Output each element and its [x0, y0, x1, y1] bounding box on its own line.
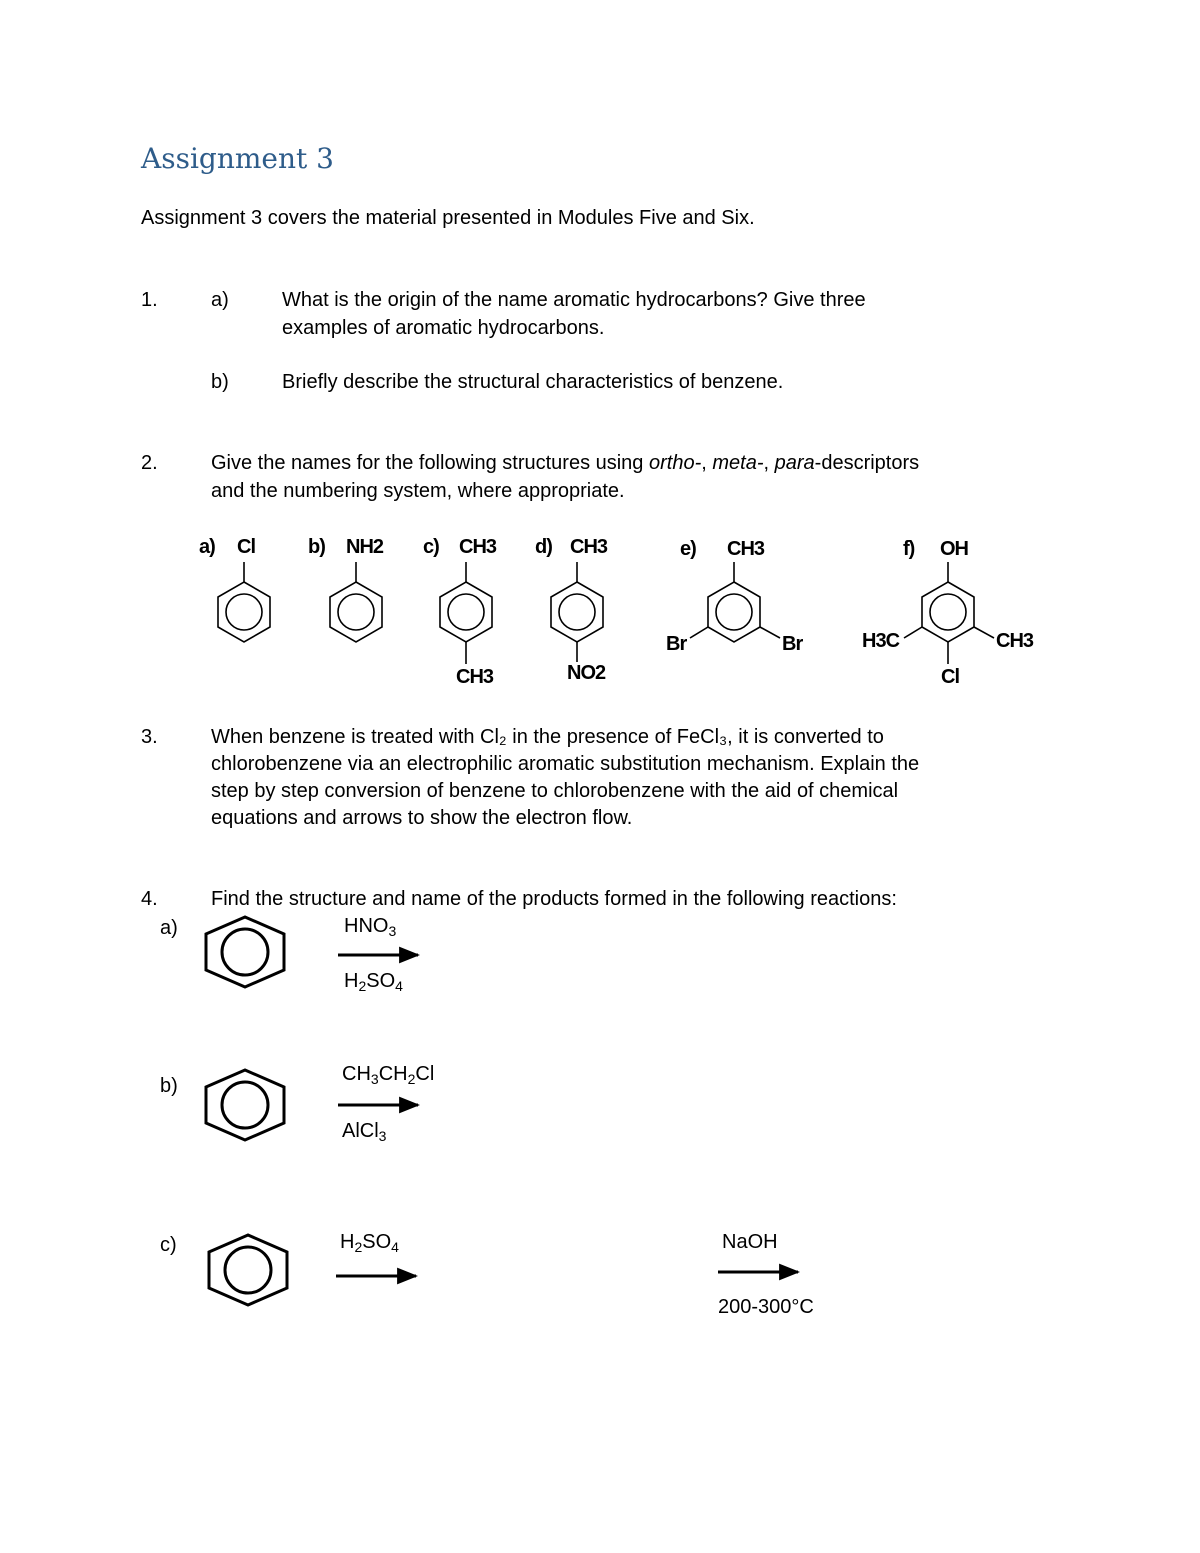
structure-e-left-group: Br	[666, 633, 687, 655]
structure-e-right-group: Br	[782, 633, 803, 655]
structure-f-label: f)	[903, 538, 915, 560]
structure-f-left-group: H3C	[862, 630, 900, 652]
reaction-b-label: b)	[160, 1075, 178, 1097]
reaction-c-second-reagent-above: NaOH	[722, 1231, 778, 1253]
page-title: Assignment 3	[141, 142, 334, 175]
question-3-text-line-2: chlorobenzene via an electrophilic aromatic substitution mechanism. Explain the	[211, 753, 920, 775]
question-2-text-line-1: Give the names for the following structures using ortho-, meta-, para-descriptors	[211, 452, 920, 474]
structure-b-label: b)	[308, 536, 325, 558]
structure-f-top-group: OH	[940, 538, 968, 560]
structure-a-top-group: Cl	[237, 536, 255, 558]
reaction-c-benzene	[209, 1235, 287, 1305]
question-1a-text-line-2: examples of aromatic hydrocarbons.	[282, 317, 605, 339]
structure-c-label: c)	[423, 536, 439, 558]
structure-d-ring	[551, 562, 603, 662]
reaction-b-reagent-above: $CH_3CH_2Cl$	[342, 1063, 435, 1087]
question-3-text-line-4: equations and arrows to show the electron flow.	[211, 807, 633, 829]
structure-b-ring	[330, 562, 382, 642]
structure-c-top-group: CH3	[459, 536, 497, 558]
reaction-c-reagent-above: $H_2SO_4$	[340, 1231, 399, 1255]
structure-a-ring	[218, 562, 270, 642]
structure-b-top-group: NH2	[346, 536, 384, 558]
structure-f-ring	[904, 562, 994, 664]
structure-d-bottom-group: NO2	[567, 662, 606, 684]
question-4-number: 4.	[141, 888, 158, 910]
question-1a-label: a)	[211, 289, 229, 311]
structure-e-ring	[690, 562, 780, 642]
question-2-text-line-2: and the numbering system, where appropriate.	[211, 480, 625, 502]
reaction-b-benzene	[206, 1070, 284, 1140]
question-3-text-line-1: When benzene is treated with Cl₂ in the presence of FeCl₃, it is converted to	[211, 726, 884, 748]
structure-e-label: e)	[680, 538, 696, 560]
reaction-a-label: a)	[160, 917, 178, 939]
structure-c-bottom-group: CH3	[456, 666, 494, 688]
question-3-text-line-3: step by step conversion of benzene to chlorobenzene with the aid of chemical	[211, 780, 899, 802]
reaction-a-benzene	[206, 917, 284, 987]
reaction-b-reagent-below: AlCl$_3$	[342, 1120, 387, 1144]
reaction-a-reagent-below: $H_2SO_4$	[344, 970, 403, 994]
question-1-number: 1.	[141, 289, 158, 311]
para-descriptor: para	[774, 452, 815, 474]
structure-f-right-group: CH3	[996, 630, 1034, 652]
question-3-number: 3.	[141, 726, 158, 748]
question-1b-label: b)	[211, 371, 229, 393]
reaction-c-label: c)	[160, 1234, 177, 1256]
reaction-c-second-reagent-below: 200-300°C	[718, 1296, 814, 1318]
reaction-a-reagent-above: $HNO_3$	[344, 915, 397, 939]
structures-figure	[0, 0, 1200, 700]
structure-d-top-group: CH3	[570, 536, 608, 558]
structure-d-label: d)	[535, 536, 552, 558]
ortho-descriptor: ortho-	[649, 452, 702, 474]
question-1a-text-line-1: What is the origin of the name aromatic hydrocarbons? Give three	[282, 289, 866, 311]
intro-text: Assignment 3 covers the material presented in Modules Five and Six.	[141, 207, 755, 229]
question-4-text: Find the structure and name of the products formed in the following reactions:	[211, 888, 897, 910]
structure-f-bottom-group: Cl	[941, 666, 959, 688]
reactions-figure	[0, 880, 1200, 1340]
meta-descriptor: meta-	[712, 452, 764, 474]
question-2-number: 2.	[141, 452, 158, 474]
structure-a-label: a)	[199, 536, 215, 558]
structure-c-ring	[440, 562, 492, 664]
question-1b-text: Briefly describe the structural characteristics of benzene.	[282, 371, 784, 393]
structure-e-top-group: CH3	[727, 538, 765, 560]
